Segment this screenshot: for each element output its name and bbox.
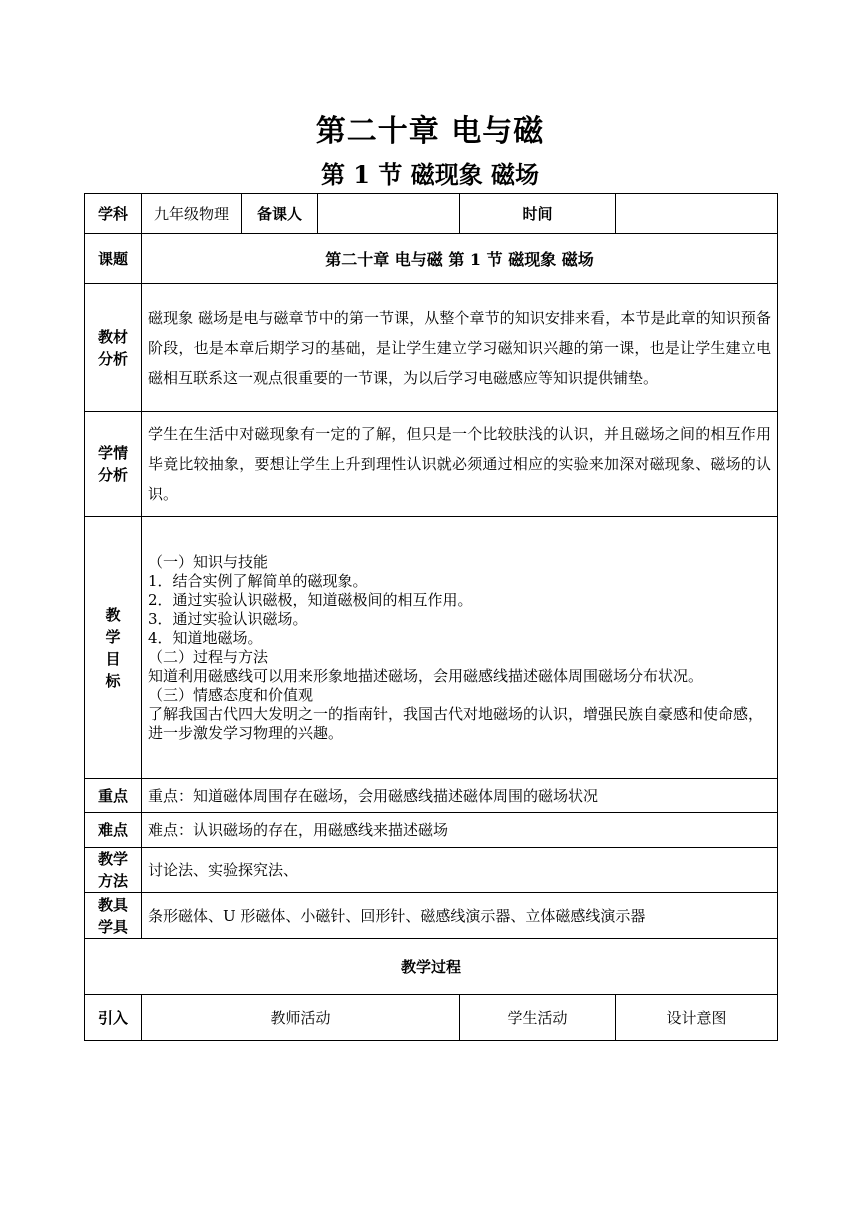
goal-line: 2．通过实验认识磁极，知道磁极间的相互作用。 bbox=[148, 590, 473, 609]
subject-label: 学科 bbox=[85, 194, 142, 234]
difficulty-row bbox=[85, 813, 778, 848]
design-intent-header: 设计意图 bbox=[616, 995, 778, 1041]
student-activity-header: 学生活动 bbox=[460, 995, 616, 1041]
preparer-label: 备课人 bbox=[242, 194, 318, 234]
key-point-text: 重点：知道磁体周围存在磁场，会用磁感线描述磁体周围的磁场状况 bbox=[142, 779, 778, 813]
preparer-value bbox=[318, 194, 460, 234]
lesson-plan-table bbox=[84, 193, 778, 1041]
intro-label: 引入 bbox=[85, 995, 142, 1041]
process-heading: 教学过程 bbox=[85, 939, 778, 995]
goal-line: 1．结合实例了解简单的磁现象。 bbox=[148, 571, 368, 590]
topic-row bbox=[85, 234, 778, 284]
info-row bbox=[85, 194, 778, 234]
topic-value: 第二十章 电与磁 第 1 节 磁现象 磁场 bbox=[142, 234, 778, 284]
topic-label: 课题 bbox=[85, 234, 142, 284]
tools-label: 教具 学具 bbox=[85, 893, 142, 939]
teacher-activity-header: 教师活动 bbox=[142, 995, 460, 1041]
method-label: 教学 方法 bbox=[85, 848, 142, 893]
process-row bbox=[85, 939, 778, 995]
goal-line: 了解我国古代四大发明之一的指南针，我国古代对地磁场的认识，增强民族自豪感和使命感，进一步激发学习物理的兴趣。 bbox=[148, 704, 764, 742]
material-text: 磁现象 磁场是电与磁章节中的第一节课，从整个章节的知识安排来看，本节是此章的知识预备阶段，也是本章后期学习的基础，是让学生建立学习磁知识兴趣的第一课，也是让学生建立电磁相互联系这一观点很重要的一节课，为以后学习电磁感应等知识提供铺垫。 bbox=[142, 284, 778, 412]
tools-text: 条形磁体、U 形磁体、小磁针、回形针、磁感线演示器、立体磁感线演示器 bbox=[142, 893, 778, 939]
intro-row bbox=[85, 995, 778, 1041]
goal-line: 3．通过实验认识磁场。 bbox=[148, 609, 308, 628]
material-row bbox=[85, 284, 778, 412]
time-label: 时间 bbox=[460, 194, 616, 234]
student-text: 学生在生活中对磁现象有一定的了解，但只是一个比较肤浅的认识，并且磁场之间的相互作用毕竟比较抽象，要想让学生上升到理性认识就必须通过相应的实验来加深对磁现象、磁场的认识。 bbox=[142, 412, 778, 517]
subject-value: 九年级物理 bbox=[142, 194, 242, 234]
goals-row bbox=[85, 517, 778, 779]
goals-text bbox=[142, 517, 778, 779]
student-row bbox=[85, 412, 778, 517]
page-subtitle: 第 1 节 磁现象 磁场 bbox=[320, 160, 540, 189]
goal-line: （二）过程与方法 bbox=[148, 647, 269, 666]
key-point-row bbox=[85, 779, 778, 813]
goals-label: 教 学 目 标 bbox=[85, 517, 142, 779]
key-point-label: 重点 bbox=[85, 779, 142, 813]
goal-line: （一）知识与技能 bbox=[148, 552, 269, 571]
goal-line: 知道利用磁感线可以用来形象地描述磁场，会用磁感线描述磁体周围磁场分布状况。 bbox=[148, 666, 704, 685]
page-title: 第二十章 电与磁 bbox=[315, 114, 545, 149]
material-label: 教材 分析 bbox=[85, 284, 142, 412]
difficulty-text: 难点：认识磁场的存在，用磁感线来描述磁场 bbox=[142, 813, 778, 848]
time-value bbox=[616, 194, 778, 234]
student-label: 学情 分析 bbox=[85, 412, 142, 517]
method-text: 讨论法、实验探究法、 bbox=[142, 848, 778, 893]
tools-row bbox=[85, 893, 778, 939]
goal-line: 4．知道地磁场。 bbox=[148, 628, 263, 647]
method-row bbox=[85, 848, 778, 893]
difficulty-label: 难点 bbox=[85, 813, 142, 848]
goal-line: （三）情感态度和价值观 bbox=[148, 685, 314, 704]
